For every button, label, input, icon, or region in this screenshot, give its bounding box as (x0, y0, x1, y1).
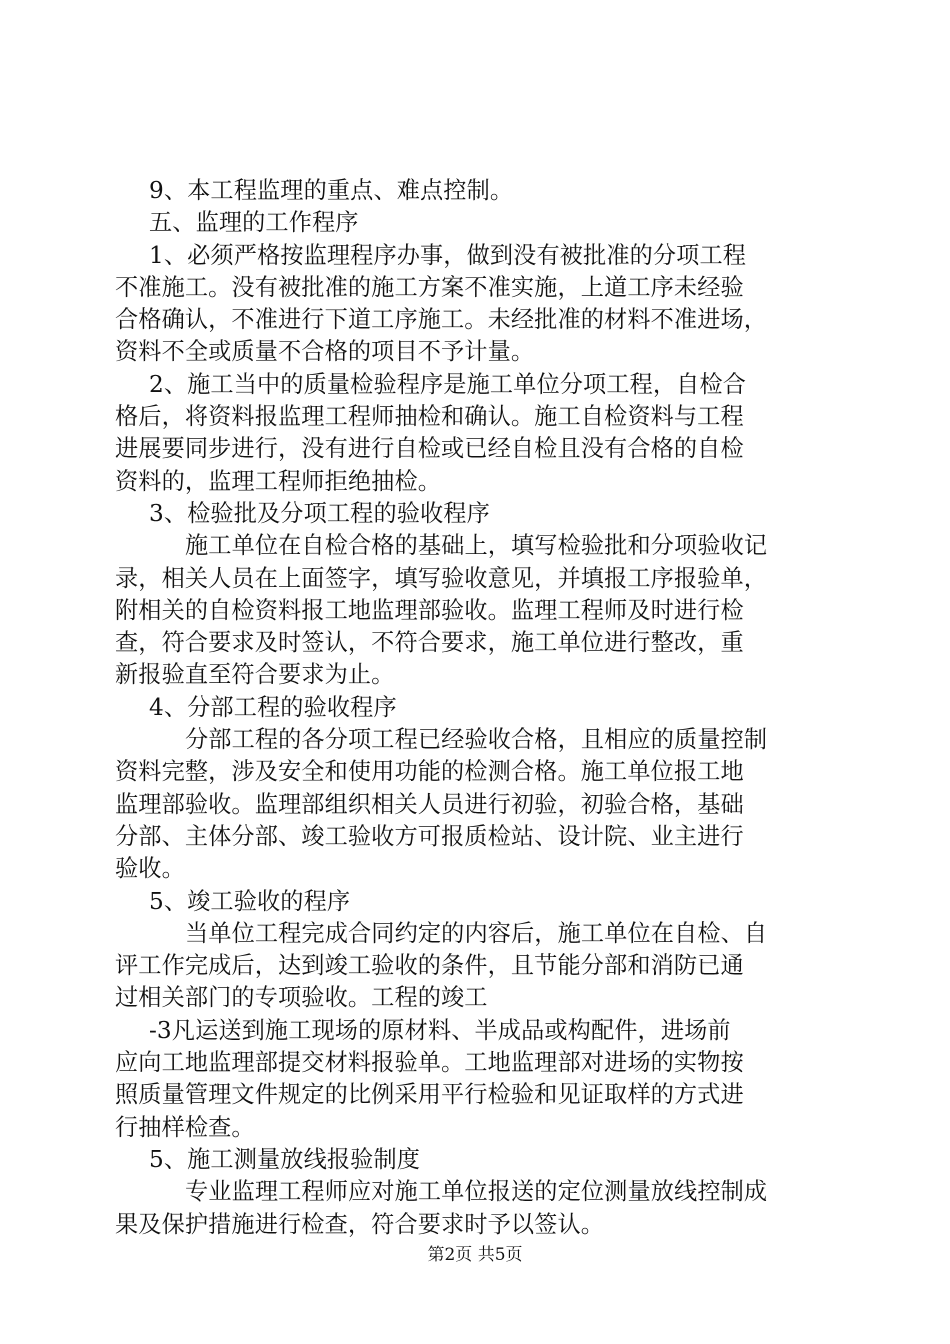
document-body (115, 175, 835, 1241)
text-line: 照质量管理文件规定的比例采用平行检验和见证取样的方式进 (115, 1081, 744, 1109)
text-line: 格后，将资料报监理工程师抽检和确认。施工自检资料与工程 (115, 403, 744, 431)
text-line: 新报验直至符合要求为止。 (115, 661, 395, 689)
text-line: 9、本工程监理的重点、难点控制。 (149, 177, 514, 204)
subsection-heading: 3、检验批及分项工程的验收程序 (149, 499, 490, 527)
text-line: 合格确认，不准进行下道工序施工。未经批准的材料不准进场， (115, 306, 768, 334)
text-line: 应向工地监理部提交材料报验单。工地监理部对进场的实物按 (115, 1049, 744, 1077)
text-line: 施工单位在自检合格的基础上，填写检验批和分项验收记 (185, 532, 768, 560)
section-heading: 五、监理的工作程序 (149, 209, 359, 237)
text-line: 果及保护措施进行检查，符合要求时予以签认。 (115, 1210, 605, 1238)
text-line: 专业监理工程师应对施工单位报送的定位测量放线控制成 (185, 1178, 768, 1206)
subsection-heading: 5、竣工验收的程序 (149, 887, 351, 915)
text-line: 验收。 (115, 855, 185, 883)
text-line: 资料的，监理工程师拒绝抽检。 (115, 467, 442, 495)
text-line: 评工作完成后，达到竣工验收的条件，且节能分部和消防已通 (115, 952, 744, 980)
text-line: 行抽样检查。 (115, 1113, 255, 1141)
text-line: 录，相关人员在上面签字，填写验收意见，并填报工序报验单， (115, 564, 768, 592)
text-line: 查，符合要求及时签认，不符合要求，施工单位进行整改，重 (115, 629, 744, 657)
subsection-heading: 4、分部工程的验收程序 (149, 693, 397, 721)
text-line: 分部、主体分部、竣工验收方可报质检站、设计院、业主进行 (115, 822, 744, 850)
subsection-heading: 5、施工测量放线报验制度 (149, 1145, 421, 1173)
text-line: 当单位工程完成合同约定的内容后，施工单位在自检、自 (185, 919, 768, 947)
text-line: 进展要同步进行，没有进行自检或已经自检且没有合格的自检 (115, 435, 744, 463)
text-line: 分部工程的各分项工程已经验收合格，且相应的质量控制 (185, 726, 768, 754)
page-number-label: 第2页 共5页 (427, 1245, 523, 1265)
text-line: 过相关部门的专项验收。工程的竣工 (115, 984, 488, 1012)
text-line: 监理部验收。监理部组织相关人员进行初验，初验合格，基础 (115, 790, 744, 818)
text-line: 附相关的自检资料报工地监理部验收。监理工程师及时进行检 (115, 596, 744, 624)
text-line: 资料不全或质量不合格的项目不予计量。 (115, 338, 535, 366)
text-line: 1、必须严格按监理程序办事，做到没有被批准的分项工程 (149, 241, 747, 269)
text-line: -3凡运送到施工现场的原材料、半成品或构配件，进场前 (149, 1016, 731, 1044)
page-footer (0, 1244, 950, 1266)
text-line: 不准施工。没有被批准的施工方案不准实施，上道工序未经验 (115, 273, 744, 301)
text-line: 2、施工当中的质量检验程序是施工单位分项工程，自检合 (149, 370, 747, 398)
text-line: 资料完整，涉及安全和使用功能的检测合格。施工单位报工地 (115, 758, 744, 786)
